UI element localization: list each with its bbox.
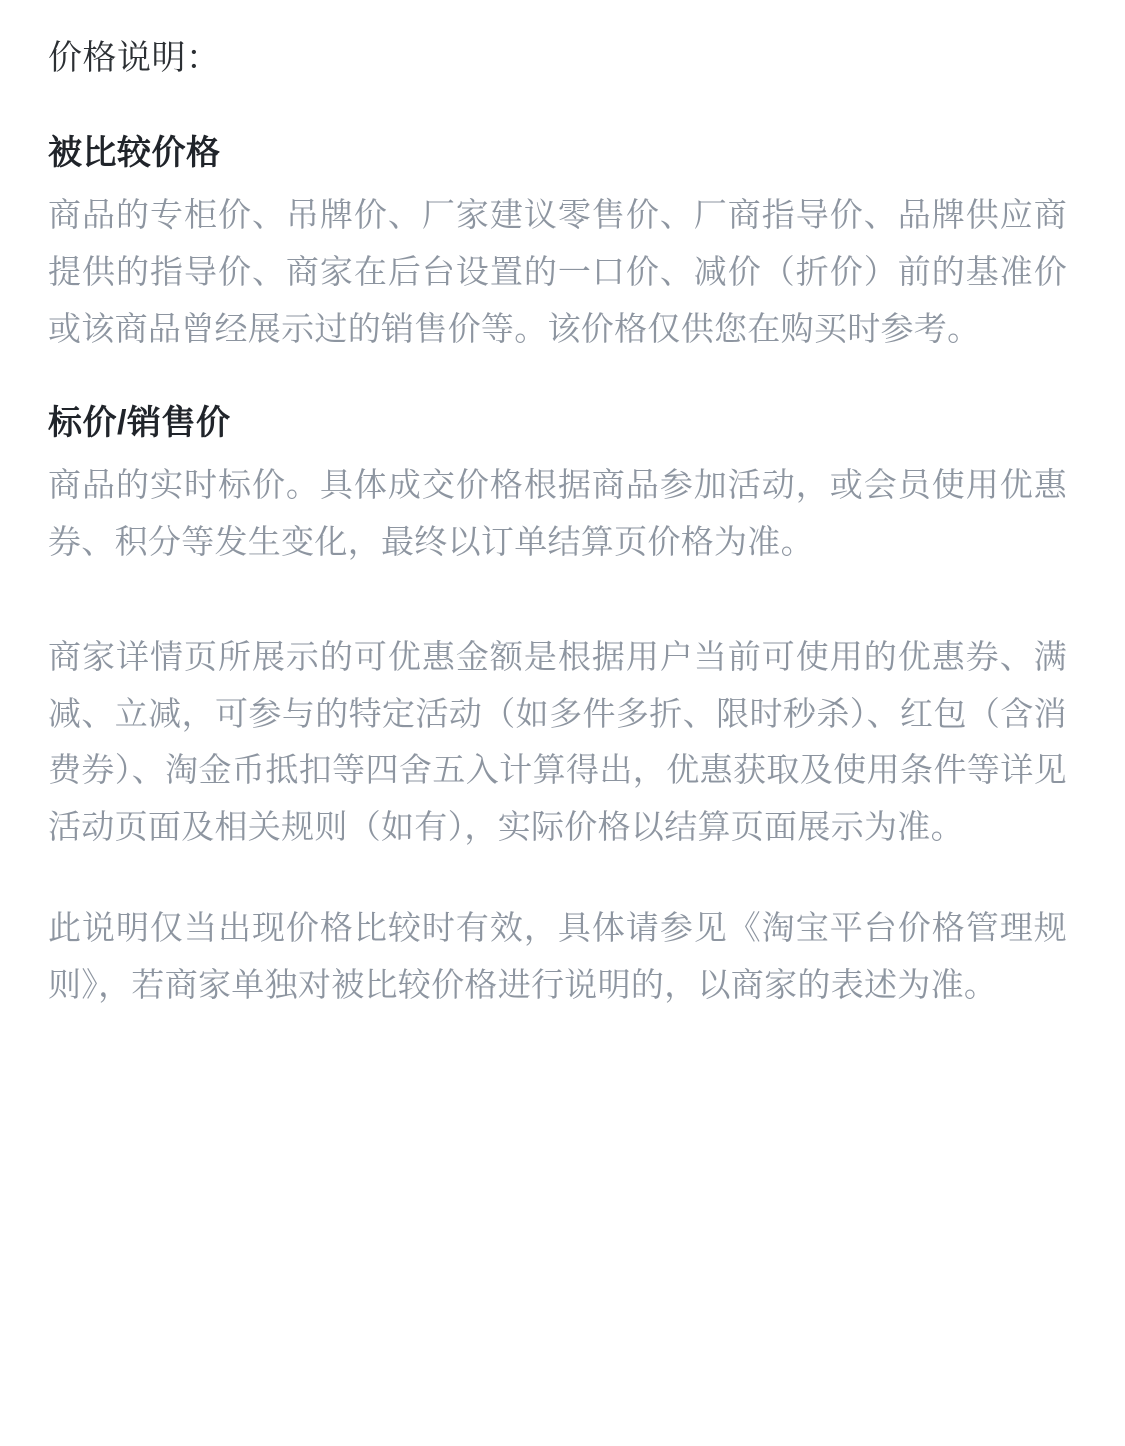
paragraph-validity-statement [48,900,1067,1014]
paragraph-text-discount-calculation: 商家详情页所展示的可优惠金额是根据用户当前可使用的优惠券、满减、立减，可参与的特定活动（如多件多折、限时秒杀）、红包（含消费券）、淘金币抵扣等四舍五入计算得出，优惠获取及使用条件等详见活动页面及相关规则（如有），实际价格以结算页面展示为准。 [48,637,1067,846]
spacer [48,613,1067,629]
section-heading-listed-price: 标价/销售价 [48,403,231,442]
section-heading-compared-price: 被比较价格 [48,133,221,172]
paragraph-text-validity-statement: 此说明仅当出现价格比较时有效，具体请参见《淘宝平台价格管理规则》，若商家单独对被比较价格进行说明的，以商家的表述为准。 [48,908,1067,1003]
section-body-listed-price: 商品的实时标价。具体成交价格根据商品参加活动，或会员使用优惠券、积分等发生变化，最终以订单结算页价格为准。 [48,466,1067,561]
section-body-compared-price: 商品的专柜价、吊牌价、厂家建议零售价、厂商指导价、品牌供应商提供的指导价、商家在后台设置的一口价、减价（折价）前的基准价或该商品曾经展示过的销售价等。该价格仅供您在购买时参考。 [48,196,1067,347]
section-compared-price [48,130,1067,358]
paragraph-discount-calculation [48,629,1067,856]
section-listed-price [48,400,1067,571]
page-title: 价格说明： [48,39,221,77]
